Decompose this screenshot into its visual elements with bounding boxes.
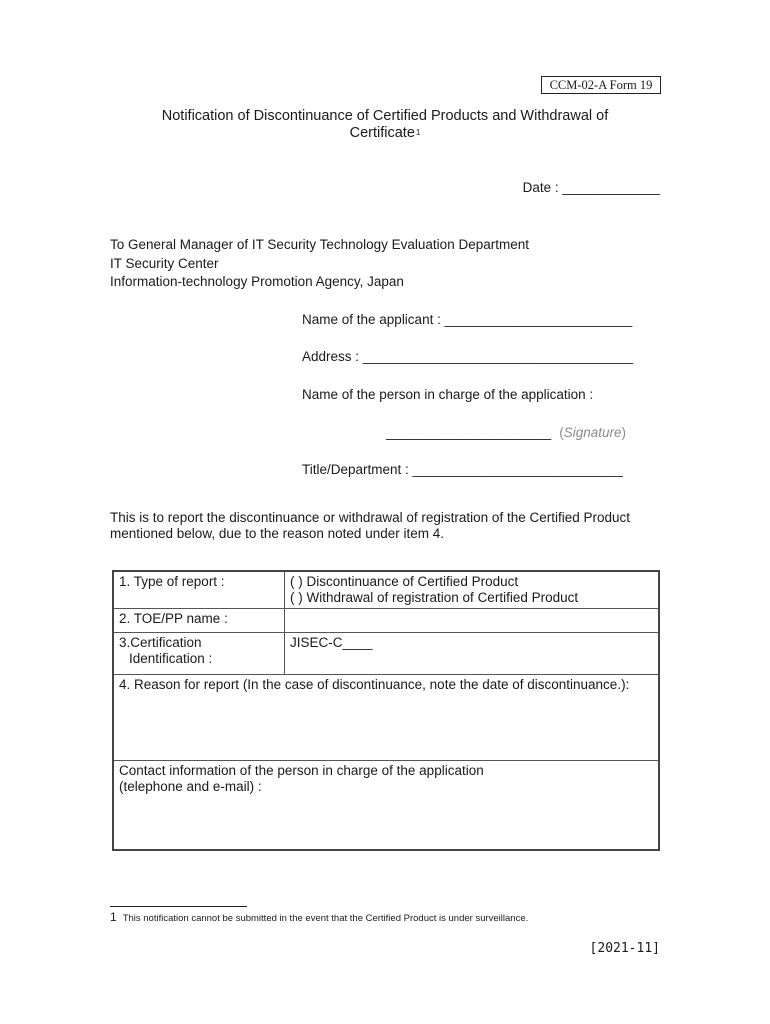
contact-label-line-1: Contact information of the person in charge of the application [119, 763, 484, 778]
footnote-separator [110, 906, 247, 907]
applicant-address-field[interactable]: Address : ____________________________________ [302, 349, 634, 364]
footnote-text: This notification cannot be submitted in the event that the Certified Product is under surveillance. [122, 913, 529, 924]
certification-id-value[interactable]: JISEC-C____ [285, 633, 660, 675]
form-code-box: CCM-02-A Form 19 [541, 76, 661, 94]
person-in-charge-label: Name of the person in charge of the application : [302, 387, 594, 402]
toe-pp-name-value[interactable] [285, 609, 660, 633]
title-line-2-text: Certificate [349, 125, 415, 141]
signature-field[interactable] [386, 425, 626, 440]
addressee-line-2: IT Security Center [110, 255, 219, 271]
date-blank[interactable]: _____________ [562, 180, 660, 195]
signature-blank[interactable]: ______________________ [386, 425, 552, 440]
footnote-number: 1 [110, 910, 117, 924]
contact-cell[interactable] [113, 761, 659, 851]
report-statement: This is to report the discontinuance or withdrawal of registration of the Certified Product mentioned below, due to the reason noted under item 4. [110, 510, 631, 541]
title-line-1: Notification of Discontinuance of Certified Products and Withdrawal of [161, 108, 609, 124]
signature-hint: (Signature) [559, 425, 626, 440]
version-label: [2021-11] [589, 941, 660, 956]
title-department-field[interactable]: Title/Department : ____________________________ [302, 462, 623, 477]
certification-id-label [113, 633, 285, 675]
table-row-contact [113, 761, 659, 851]
addressee-line-1: To General Manager of IT Security Technology Evaluation Department [110, 237, 529, 252]
certification-id-label-line-1: 3.Certification [119, 635, 202, 650]
title-line-2 [110, 125, 660, 142]
reason-cell[interactable] [113, 675, 659, 761]
signature-hint-text: Signature [563, 425, 622, 440]
report-table [112, 570, 660, 851]
reason-label: 4. Reason for report (In the case of discontinuance, note the date of discontinuance.): [119, 677, 630, 692]
applicant-name-field[interactable]: Name of the applicant : _________________________ [302, 312, 633, 327]
date-field[interactable] [523, 180, 660, 195]
table-row-toe-pp-name [113, 609, 659, 633]
date-label: Date : [522, 180, 563, 195]
toe-pp-name-label: 2. TOE/PP name : [113, 609, 285, 633]
type-of-report-label: 1. Type of report : [113, 571, 285, 609]
footnote [110, 910, 528, 924]
table-row-type-of-report [113, 571, 659, 609]
certification-id-label-line-2: Identification : [129, 651, 213, 666]
table-row-reason [113, 675, 659, 761]
type-of-report-options [285, 571, 660, 609]
table-row-certification-id [113, 633, 659, 675]
addressee-block [110, 236, 529, 292]
option-withdrawal[interactable]: ( ) Withdrawal of registration of Certified Product [290, 590, 579, 605]
contact-label-line-2: (telephone and e-mail) : [119, 779, 262, 794]
addressee-line-3: Information-technology Promotion Agency, Japan [110, 274, 404, 289]
title-footnote-ref: 1 [415, 128, 421, 137]
document-title [110, 108, 660, 142]
option-discontinuance[interactable]: ( ) Discontinuance of Certified Product [290, 574, 519, 589]
